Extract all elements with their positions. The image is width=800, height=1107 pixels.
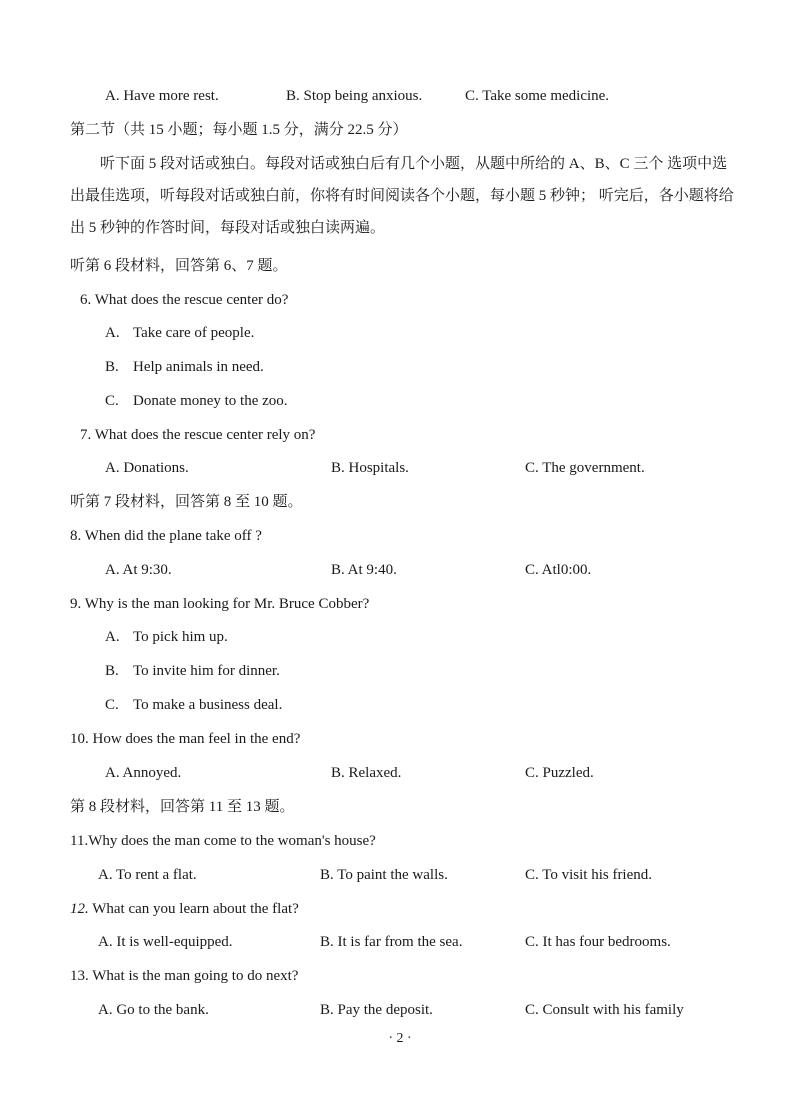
q13-option-b: B. Pay the deposit. bbox=[320, 1002, 433, 1018]
q9-option-b-letter: B. bbox=[105, 663, 119, 679]
q6-option-b-text: Help animals in need. bbox=[133, 359, 264, 375]
page-number: · 2 · bbox=[388, 1031, 412, 1046]
q6-option-c bbox=[105, 391, 288, 411]
q8-option-c: C. Atl0:00. bbox=[525, 562, 592, 578]
q12-option-c: C. It has four bedrooms. bbox=[525, 934, 671, 950]
q10-option-b: B. Relaxed. bbox=[331, 765, 402, 781]
q9-option-b bbox=[105, 661, 280, 681]
q7-option-c: C. The government. bbox=[525, 460, 645, 476]
q9-text: 9. Why is the man looking for Mr. Bruce Cobber? bbox=[70, 596, 370, 612]
q11-text: 11.Why does the man come to the woman's house? bbox=[70, 833, 376, 849]
q13-text: 13. What is the man going to do next? bbox=[70, 968, 299, 984]
q5-option-a: A. Have more rest. bbox=[105, 88, 219, 104]
q13-option-a: A. Go to the bank. bbox=[98, 1002, 209, 1018]
q13-option-c: C. Consult with his family bbox=[525, 1002, 684, 1018]
q11-option-c: C. To visit his friend. bbox=[525, 867, 653, 883]
q12-option-b: B. It is far from the sea. bbox=[320, 934, 463, 950]
q9-option-c-letter: C. bbox=[105, 697, 119, 713]
q11-option-a: A. To rent a flat. bbox=[98, 867, 197, 883]
material7-label: 听第 7 段材料，回答第 8 至 10 题。 bbox=[70, 494, 303, 510]
q9-option-a-letter: A. bbox=[105, 629, 120, 645]
q7-text: 7. What does the rescue center rely on? bbox=[80, 427, 316, 443]
q8-option-a: A. At 9:30. bbox=[105, 562, 172, 578]
q9-option-c bbox=[105, 695, 282, 715]
q6-text: 6. What does the rescue center do? bbox=[80, 292, 289, 308]
q6-option-c-text: Donate money to the zoo. bbox=[133, 393, 288, 409]
q9-option-b-text: To invite him for dinner. bbox=[133, 663, 280, 679]
section2-heading: 第二节（共 15 小题；每小题 1.5 分，满分 22.5 分） bbox=[70, 122, 408, 138]
q10-option-a: A. Annoyed. bbox=[105, 765, 182, 781]
q6-option-a bbox=[105, 323, 254, 343]
q6-option-a-text: Take care of people. bbox=[133, 325, 255, 341]
q6-option-c-letter: C. bbox=[105, 393, 119, 409]
q5-option-b: B. Stop being anxious. bbox=[286, 88, 423, 104]
q11-option-b: B. To paint the walls. bbox=[320, 867, 448, 883]
q7-option-a: A. Donations. bbox=[105, 460, 189, 476]
material8-label: 第 8 段材料，回答第 11 至 13 题。 bbox=[70, 799, 295, 815]
q9-option-c-text: To make a business deal. bbox=[133, 697, 283, 713]
q10-option-c: C. Puzzled. bbox=[525, 765, 594, 781]
q6-option-b-letter: B. bbox=[105, 359, 119, 375]
q12-text bbox=[70, 899, 299, 919]
q9-option-a bbox=[105, 627, 228, 647]
material6-label: 听第 6 段材料，回答第 6、7 题。 bbox=[70, 258, 288, 274]
q5-option-c: C. Take some medicine. bbox=[465, 88, 610, 104]
q12-question: What can you learn about the flat? bbox=[88, 901, 299, 917]
q8-option-b: B. At 9:40. bbox=[331, 562, 397, 578]
q6-option-a-letter: A. bbox=[105, 325, 120, 341]
q10-text: 10. How does the man feel in the end? bbox=[70, 731, 301, 747]
q12-option-a: A. It is well-equipped. bbox=[98, 934, 233, 950]
q9-option-a-text: To pick him up. bbox=[133, 629, 228, 645]
q6-option-b bbox=[105, 357, 264, 377]
q12-number: 12. bbox=[70, 901, 89, 917]
section2-instructions: 听下面 5 段对话或独白。每段对话或独白后有几个小题，从题中所给的 A、B、C 三个 选项中选出最佳选项，听每段对话或独白前，你将有时间阅读各个小题，每小题 5 秒钟； 听完后，各小题将给出 5 秒钟的作答时间，每段对话或独白读两遍。 bbox=[70, 156, 734, 236]
q8-text: 8. When did the plane take off ? bbox=[70, 528, 262, 544]
q7-option-b: B. Hospitals. bbox=[331, 460, 409, 476]
